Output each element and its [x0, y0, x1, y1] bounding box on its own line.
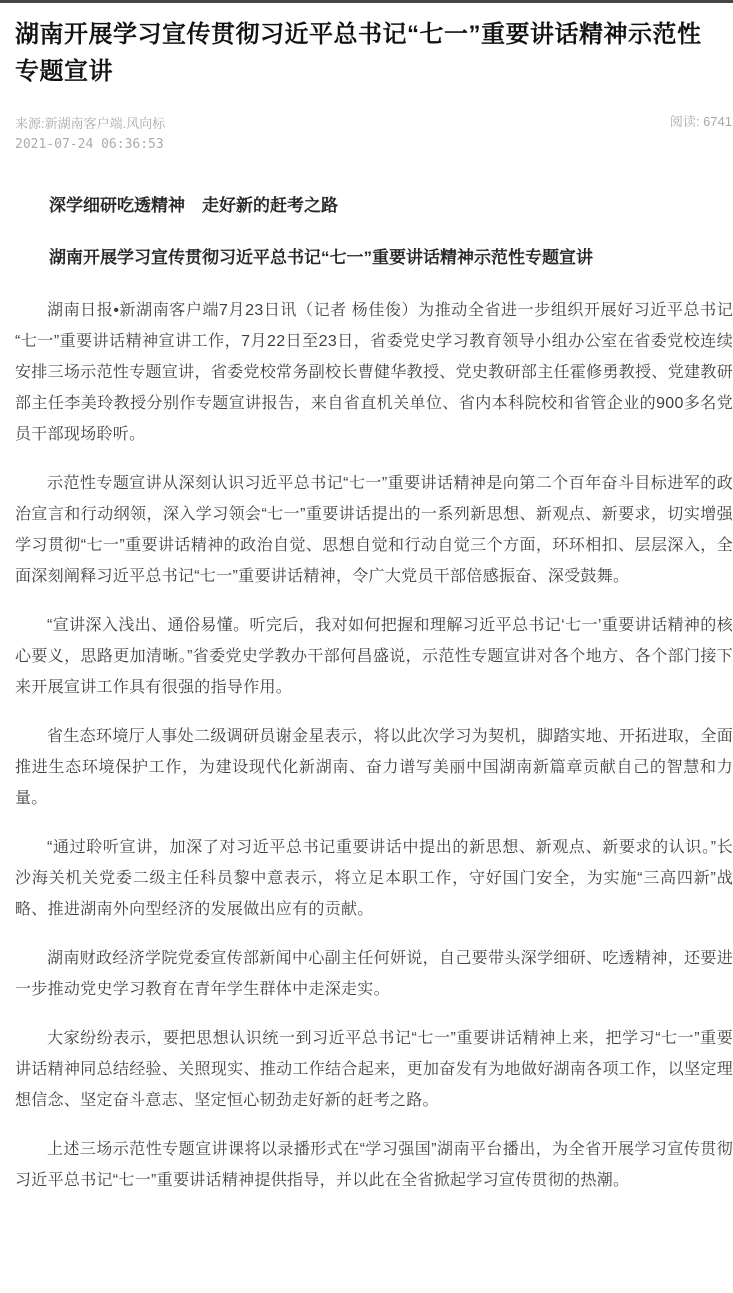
article-paragraph: 示范性专题宣讲从深刻认识习近平总书记“七一”重要讲话精神是向第二个百年奋斗目标进军的政治宣言和行动纲领，深入学习领会“七一”重要讲话提出的一系列新思想、新观点、新要求，切实增强学习贯彻“七一”重要讲话精神的政治自觉、思想自觉和行动自觉三个方面，环环相扣、层层深入，全面深刻阐释习近平总书记“七一”重要讲话精神，令广大党员干部倍感振奋、深受鼓舞。: [15, 475, 733, 585]
page-title: 湖南开展学习宣传贯彻习近平总书记“七一”重要讲话精神示范性专题宣讲: [15, 21, 702, 85]
article-source: 来源:新湖南客户端.风向标: [15, 116, 166, 131]
read-count: 阅读: 6741: [669, 114, 732, 129]
article-datetime: 2021-07-24 06:36:53: [15, 137, 164, 152]
article-paragraph: 湖南日报•新湖南客户端7月23日讯（记者 杨佳俊）为推动全省进一步组织开展好习近平总书记“七一”重要讲话精神宣讲工作，7月22日至23日，省委党史学习教育领导小组办公室在省委党校连续安排三场示范性专题宣讲，省委党校常务副校长曹健华教授、党史教研部主任霍修勇教授、党建教研部主任李美玲教授分别作专题宣讲报告，来自省直机关单位、省内本科院校和省管企业的900多名党员干部现场聆听。: [15, 302, 733, 443]
article-paragraph: 湖南财政经济学院党委宣传部新闻中心副主任何妍说，自己要带头深学细研、吃透精神，还要进一步推动党史学习教育在青年学生群体中走深走实。: [15, 950, 733, 998]
article-paragraph: 上述三场示范性专题宣讲课将以录播形式在“学习强国”湖南平台播出，为全省开展学习宣传贯彻习近平总书记“七一”重要讲话精神提供指导，并以此在全省掀起学习宣传贯彻的热潮。: [15, 1141, 733, 1189]
article-paragraph: “宣讲深入浅出、通俗易懂。听完后，我对如何把握和理解习近平总书记‘七一’重要讲话精神的核心要义，思路更加清晰。”省委党史学教办干部何昌盛说，示范性专题宣讲对各个地方、各个部门接下来开展宣讲工作具有很强的指导作用。: [15, 617, 733, 696]
top-border: [0, 0, 733, 3]
article-subheading: 深学细研吃透精神 走好新的赶考之路: [49, 196, 338, 215]
article-meta: [15, 113, 733, 155]
article-paragraph: 省生态环境厅人事处二级调研员谢金星表示，将以此次学习为契机，脚踏实地、开拓进取，全面推进生态环境保护工作，为建设现代化新湖南、奋力谱写美丽中国湖南新篇章贡献自己的智慧和力量。: [15, 728, 733, 807]
article-meta-left: [15, 113, 165, 155]
article-paragraph: “通过聆听宣讲，加深了对习近平总书记重要讲话中提出的新思想、新观点、新要求的认识。”长沙海关机关党委二级主任科员黎中意表示，将立足本职工作，守好国门安全，为实施“三高四新”战略、推进湖南外向型经济的发展做出应有的贡献。: [15, 839, 733, 918]
article-paragraph: 大家纷纷表示，要把思想认识统一到习近平总书记“七一”重要讲话精神上来，把学习“七一”重要讲话精神同总结经验、关照现实、推动工作结合起来，更加奋发有为地做好湖南各项工作，以坚定理想信念、坚定奋斗意志、坚定恒心韧劲走好新的赶考之路。: [15, 1030, 733, 1109]
article-body: [15, 191, 733, 1196]
article-subheading: 湖南开展学习宣传贯彻习近平总书记“七一”重要讲话精神示范性专题宣讲: [49, 248, 593, 267]
